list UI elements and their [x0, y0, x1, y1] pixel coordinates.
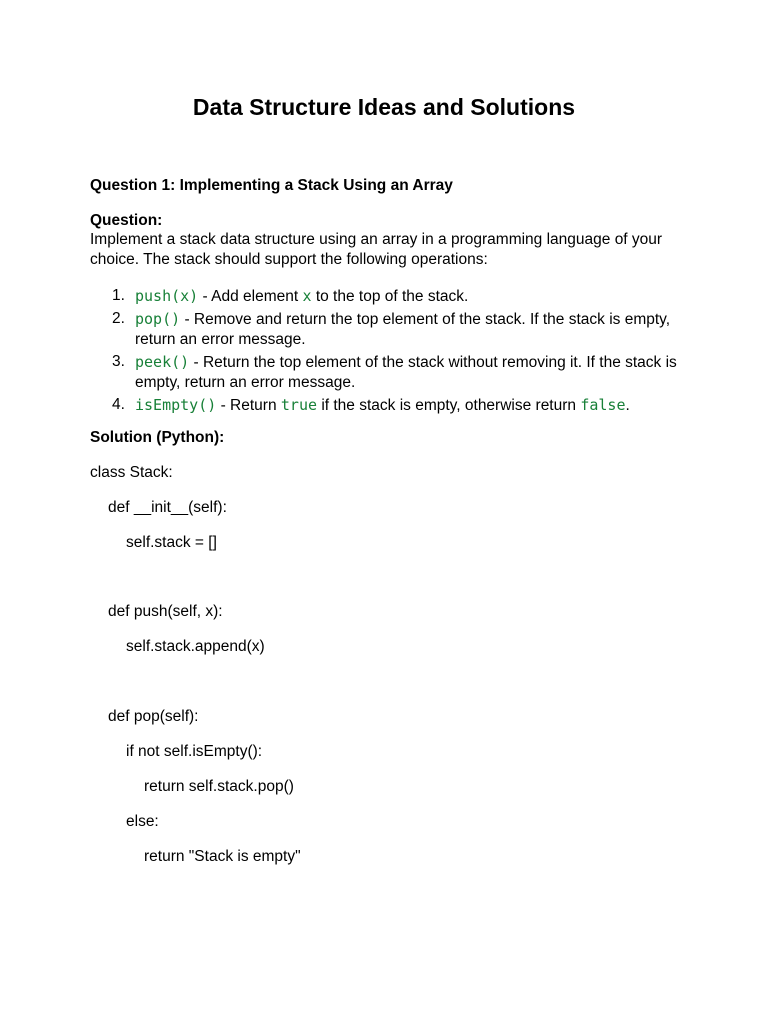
document-title: Data Structure Ideas and Solutions [192, 94, 576, 120]
question-label: Question: [90, 212, 163, 229]
code-line: def push(self, x): [108, 603, 223, 620]
list-item [90, 352, 680, 393]
list-text: - Return [216, 397, 281, 414]
list-number: 4. [112, 396, 125, 413]
list-item [90, 395, 680, 416]
list-number: 2. [112, 310, 125, 327]
operations-list [90, 286, 680, 418]
solution-label: Solution (Python): [90, 429, 225, 446]
code-line: def pop(self): [108, 708, 199, 725]
list-text: - Remove and return the top element of the stack. If the stack is empty, return an error message. [135, 311, 671, 348]
code-line: if not self.isEmpty(): [126, 743, 263, 760]
list-text: - Add element [198, 288, 303, 305]
code-line: return "Stack is empty" [144, 848, 301, 865]
inline-code: true [280, 396, 318, 414]
inline-code: x [302, 287, 312, 305]
list-text: to the top of the stack. [311, 288, 469, 305]
inline-code: isEmpty() [135, 396, 217, 414]
list-text: - Return the top element of the stack without removing it. If the stack is empty, return an error message. [135, 354, 677, 391]
code-line: self.stack.append(x) [126, 638, 265, 655]
list-text: . [625, 397, 630, 414]
code-line: def __init__(self): [108, 499, 227, 516]
inline-code: false [580, 396, 626, 414]
list-number: 1. [112, 287, 125, 304]
list-text: if the stack is empty, otherwise return [317, 397, 581, 414]
question-heading: Question 1: Implementing a Stack Using an Array [90, 177, 453, 194]
list-item [90, 309, 680, 350]
code-line: return self.stack.pop() [144, 778, 294, 795]
inline-code: pop() [135, 310, 181, 328]
code-line: class Stack: [90, 464, 173, 481]
code-line: else: [126, 813, 159, 830]
list-number: 3. [112, 353, 125, 370]
code-line: self.stack = [] [126, 534, 217, 551]
question-text: Implement a stack data structure using an array in a programming language of your choice. The stack should support the following operations: [90, 231, 663, 268]
inline-code: push(x) [135, 287, 199, 305]
inline-code: peek() [135, 353, 190, 371]
list-item [90, 286, 680, 307]
